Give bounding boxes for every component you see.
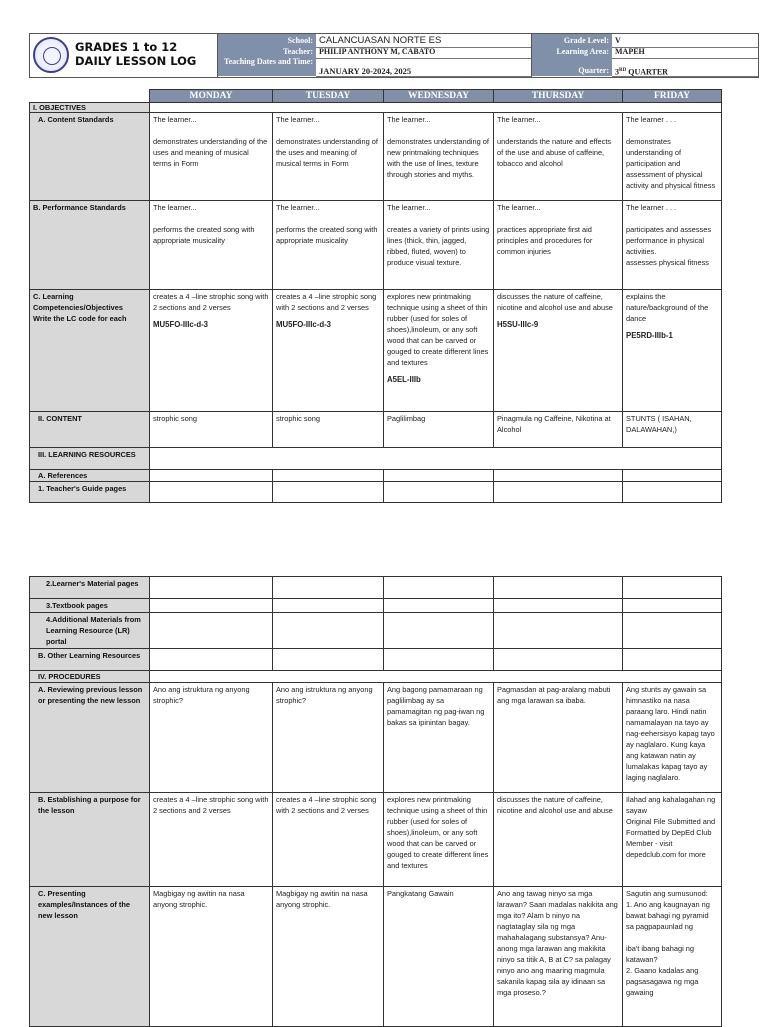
procedures-row <box>30 671 722 683</box>
content-tuesday: strophic song <box>273 412 384 448</box>
objectives-label: I. OBJECTIVES <box>30 103 150 113</box>
header-row-dates <box>218 56 758 77</box>
content-monday: strophic song <box>150 412 273 448</box>
reviewing-monday: Ano ang istruktura ng anyong strophic? <box>150 683 273 793</box>
reviewing-row <box>30 683 722 793</box>
lc-code-wednesday: A5EL-IIIb <box>387 375 421 384</box>
learning-resources-row <box>30 448 722 470</box>
area-label: Learning Area: <box>532 45 612 59</box>
reviewing-thursday: Pagmasdan at pag-aralang mabuti ang mga larawan sa ibaba. <box>494 683 623 793</box>
school-value: CALANCUASAN NORTE ES <box>316 34 532 48</box>
references-label: A. References <box>30 470 150 482</box>
competencies-label: C. Learning Competencies/Objectives Write the LC code for each <box>30 290 150 412</box>
content-standards-row <box>30 113 722 201</box>
establishing-friday: Ilahad ang kahalagahan ng sayaw Original File Submitted and Formatted by DepEd Club Member - visit depedclub.com for more <box>626 795 716 859</box>
presenting-friday: Sagutin ang sumusunod: 1. Ano ang kaugnayan ng bawat bahagi ng pyramid sa pagpapaunlad ng iba't ibang bahagi ng katawan? 2. Gaano kadalas ang pagsasagawa ng mga gawaing <box>626 889 710 997</box>
presenting-tuesday: Magbigay ng awitin na nasa anyong strophic. <box>273 887 384 1027</box>
performance-standard-thursday: The learner... practices appropriate first aid principles and procedures for common injuries <box>497 203 593 256</box>
content-wednesday: Paglilimbag <box>384 412 494 448</box>
dates-label: Teaching Dates and Time: <box>218 56 316 77</box>
dates-value: JANUARY 20-2024, 2025 <box>316 56 532 77</box>
content-label: II. CONTENT <box>30 412 150 448</box>
day-tuesday: TUESDAY <box>273 90 384 103</box>
competency-text-tuesday: creates a 4 –line strophic song with 2 sections and 2 verses <box>276 292 377 312</box>
competency-thursday <box>494 290 623 412</box>
performance-standards-row <box>30 201 722 290</box>
content-standards-label: A. Content Standards <box>30 113 150 201</box>
reviewing-wednesday: Ang bagong pamamaraan ng paglilimbag ay sa pamamagitan ng pag-iwan ng bakas sa ipinintan bagay. <box>384 683 494 793</box>
title-line-2: DAILY LESSON LOG <box>75 54 197 68</box>
dll-header <box>29 33 759 78</box>
additional-materials-label: 4.Additional Materials from Learning Resource (LR) portal <box>30 613 150 649</box>
performance-standard-monday: The learner... performs the created song with appropriate musicality <box>153 203 255 245</box>
day-thursday: THURSDAY <box>494 90 623 103</box>
school-label: School: <box>218 34 316 48</box>
teachers-guide-row <box>30 482 722 503</box>
presenting-row <box>30 887 722 1027</box>
competency-monday <box>150 290 273 412</box>
content-standard-thursday: The learner... understands the nature and effects of the use and abuse of caffeine, tobacco and alcohol <box>497 115 612 168</box>
textbook-label: 3.Textbook pages <box>30 599 150 613</box>
content-standard-monday: The learner... demonstrates understanding of the uses and meaning of musical terms in Form <box>153 115 268 168</box>
textbook-row <box>30 599 722 613</box>
dll-table-page2 <box>29 576 722 1027</box>
day-monday: MONDAY <box>150 90 273 103</box>
performance-standards-label: B. Performance Standards <box>30 201 150 290</box>
competency-text-thursday: discusses the nature of caffeine, nicotine and alcohol use and abuse <box>497 292 613 312</box>
dll-table-page1 <box>29 89 722 503</box>
performance-standard-friday: The learner . . . participates and assesses performance in physical activities. assesses physical fitness <box>626 203 712 267</box>
establishing-wednesday: explores new printmaking technique using a sheet of thin rubber (used for soles of shoes),linoleum, or any soft wood that can be carved or gouged to create different lines and textures <box>384 793 494 887</box>
learning-resources-label: III. LEARNING RESOURCES <box>30 448 150 470</box>
content-standard-friday: The learner . . . demonstrates understanding of participation and assessment of physical activity and physical fitness <box>626 115 716 190</box>
day-wednesday: WEDNESDAY <box>384 90 494 103</box>
lc-code-monday: MU5FO-IIIc-d-3 <box>153 320 209 329</box>
references-row <box>30 470 722 482</box>
competencies-row <box>30 290 722 412</box>
content-thursday: Pinagmula ng Caffeine, Nikotina at Alcohol <box>494 412 623 448</box>
quarter-value <box>612 56 758 77</box>
other-resources-row <box>30 649 722 671</box>
presenting-label: C. Presenting examples/Instances of the new lesson <box>30 887 150 1027</box>
content-standard-tuesday: The learner... demonstrates understanding of the uses and meaning of musical terms in Form <box>276 115 378 168</box>
grade-value: V <box>612 34 758 48</box>
establishing-label: B. Establishing a purpose for the lesson <box>30 793 150 887</box>
performance-standard-wednesday: The learner... creates a variety of prints using lines (thick, thin, jagged, ribbed, fluted, woven) to produce visual texture. <box>387 203 490 267</box>
objectives-row <box>30 103 722 113</box>
day-friday: FRIDAY <box>623 90 722 103</box>
performance-standard-tuesday: The learner... performs the created song with appropriate musicality <box>276 203 378 245</box>
additional-materials-row <box>30 613 722 649</box>
procedures-empty <box>150 671 722 683</box>
reviewing-friday: Ang stunts ay gawain sa himnastiko na nasa paraang laro. Hindi natin namamalayan na tayo ay nag-eehersisyo kapag tayo ay naglalaro. Kung kaya ang katawan natin ay lumalakas kapag tayo ay laging naglalaro. <box>623 683 722 793</box>
corner-cell <box>30 90 150 103</box>
teacher-value: PHILIP ANTHONY M, CABATO <box>316 45 532 59</box>
learning-resources-empty <box>150 448 722 470</box>
teacher-label: Teacher: <box>218 45 316 59</box>
presenting-monday: Magbigay ng awitin na nasa anyong strophic. <box>150 887 273 1027</box>
header-title-block <box>30 34 218 77</box>
day-header-row <box>30 90 722 103</box>
presenting-wednesday: Pangkatang Gawain <box>384 887 494 1027</box>
lc-code-friday: PE5RD-IIIb-1 <box>626 331 673 340</box>
procedures-label: IV. PROCEDURES <box>30 671 150 683</box>
lc-code-thursday: H5SU-IIIc-9 <box>497 320 539 329</box>
reviewing-tuesday: Ano ang istruktura ng anyong strophic? <box>273 683 384 793</box>
competency-tuesday <box>273 290 384 412</box>
objectives-empty <box>150 103 722 113</box>
competency-text-friday: explains the nature/background of the dance <box>626 292 709 323</box>
establishing-row <box>30 793 722 887</box>
competency-friday <box>623 290 722 412</box>
grade-label: Grade Level: <box>532 34 612 48</box>
establishing-monday: creates a 4 –line strophic song with 2 sections and 2 verses <box>150 793 273 887</box>
content-standard-wednesday: The learner... demonstrates understanding of new printmaking techniques with the use of lines, texture through stories and myths. <box>387 115 489 179</box>
title-line-1: GRADES 1 to 12 <box>75 40 178 54</box>
document-title <box>75 40 196 68</box>
learners-material-label: 2.Learner's Material pages <box>30 577 150 599</box>
competency-text-wednesday: explores new printmaking technique using a sheet of thin rubber (used for soles of shoes),linoleum, or any soft wood that can be carved or gouged to create different lines and textures <box>387 292 489 367</box>
establishing-thursday: discusses the nature of caffeine, nicotine and alcohol use and abuse <box>494 793 623 887</box>
content-row <box>30 412 722 448</box>
lc-code-tuesday: MU5FO-IIIc-d-3 <box>276 320 332 329</box>
competency-text-monday: creates a 4 –line strophic song with 2 sections and 2 verses <box>153 292 269 312</box>
quarter-suffix: RD <box>619 68 627 73</box>
quarter-number: 3 <box>615 67 619 77</box>
presenting-thursday: Ano ang tawag ninyo sa mga larawan? Saan madalas nakikita ang mga ito? Alam b ninyo na nagtataglay sila ng mga mahahalagang substansya? Anu-anong mga larawan ang makikita ninyo sa titik A, B at C? sa palagay ninyo ano ang maaring magmula sakanila kapag sila ay idinaan sa mga proseso.? <box>494 887 623 1027</box>
content-friday: STUNTS ( ISAHAN, DALAWAHAN,) <box>623 412 722 448</box>
area-value: MAPEH <box>612 45 758 59</box>
other-resources-label: B. Other Learning Resources <box>30 649 150 671</box>
teachers-guide-label: 1. Teacher's Guide pages <box>30 482 150 503</box>
quarter-label: Quarter: <box>532 56 612 77</box>
reviewing-label: A. Reviewing previous lesson or presenting the new lesson <box>30 683 150 793</box>
deped-seal-icon <box>33 37 69 73</box>
competency-wednesday <box>384 290 494 412</box>
learners-material-row <box>30 577 722 599</box>
establishing-tuesday: creates a 4 –line strophic song with 2 sections and 2 verses <box>273 793 384 887</box>
quarter-word: QUARTER <box>626 67 668 77</box>
